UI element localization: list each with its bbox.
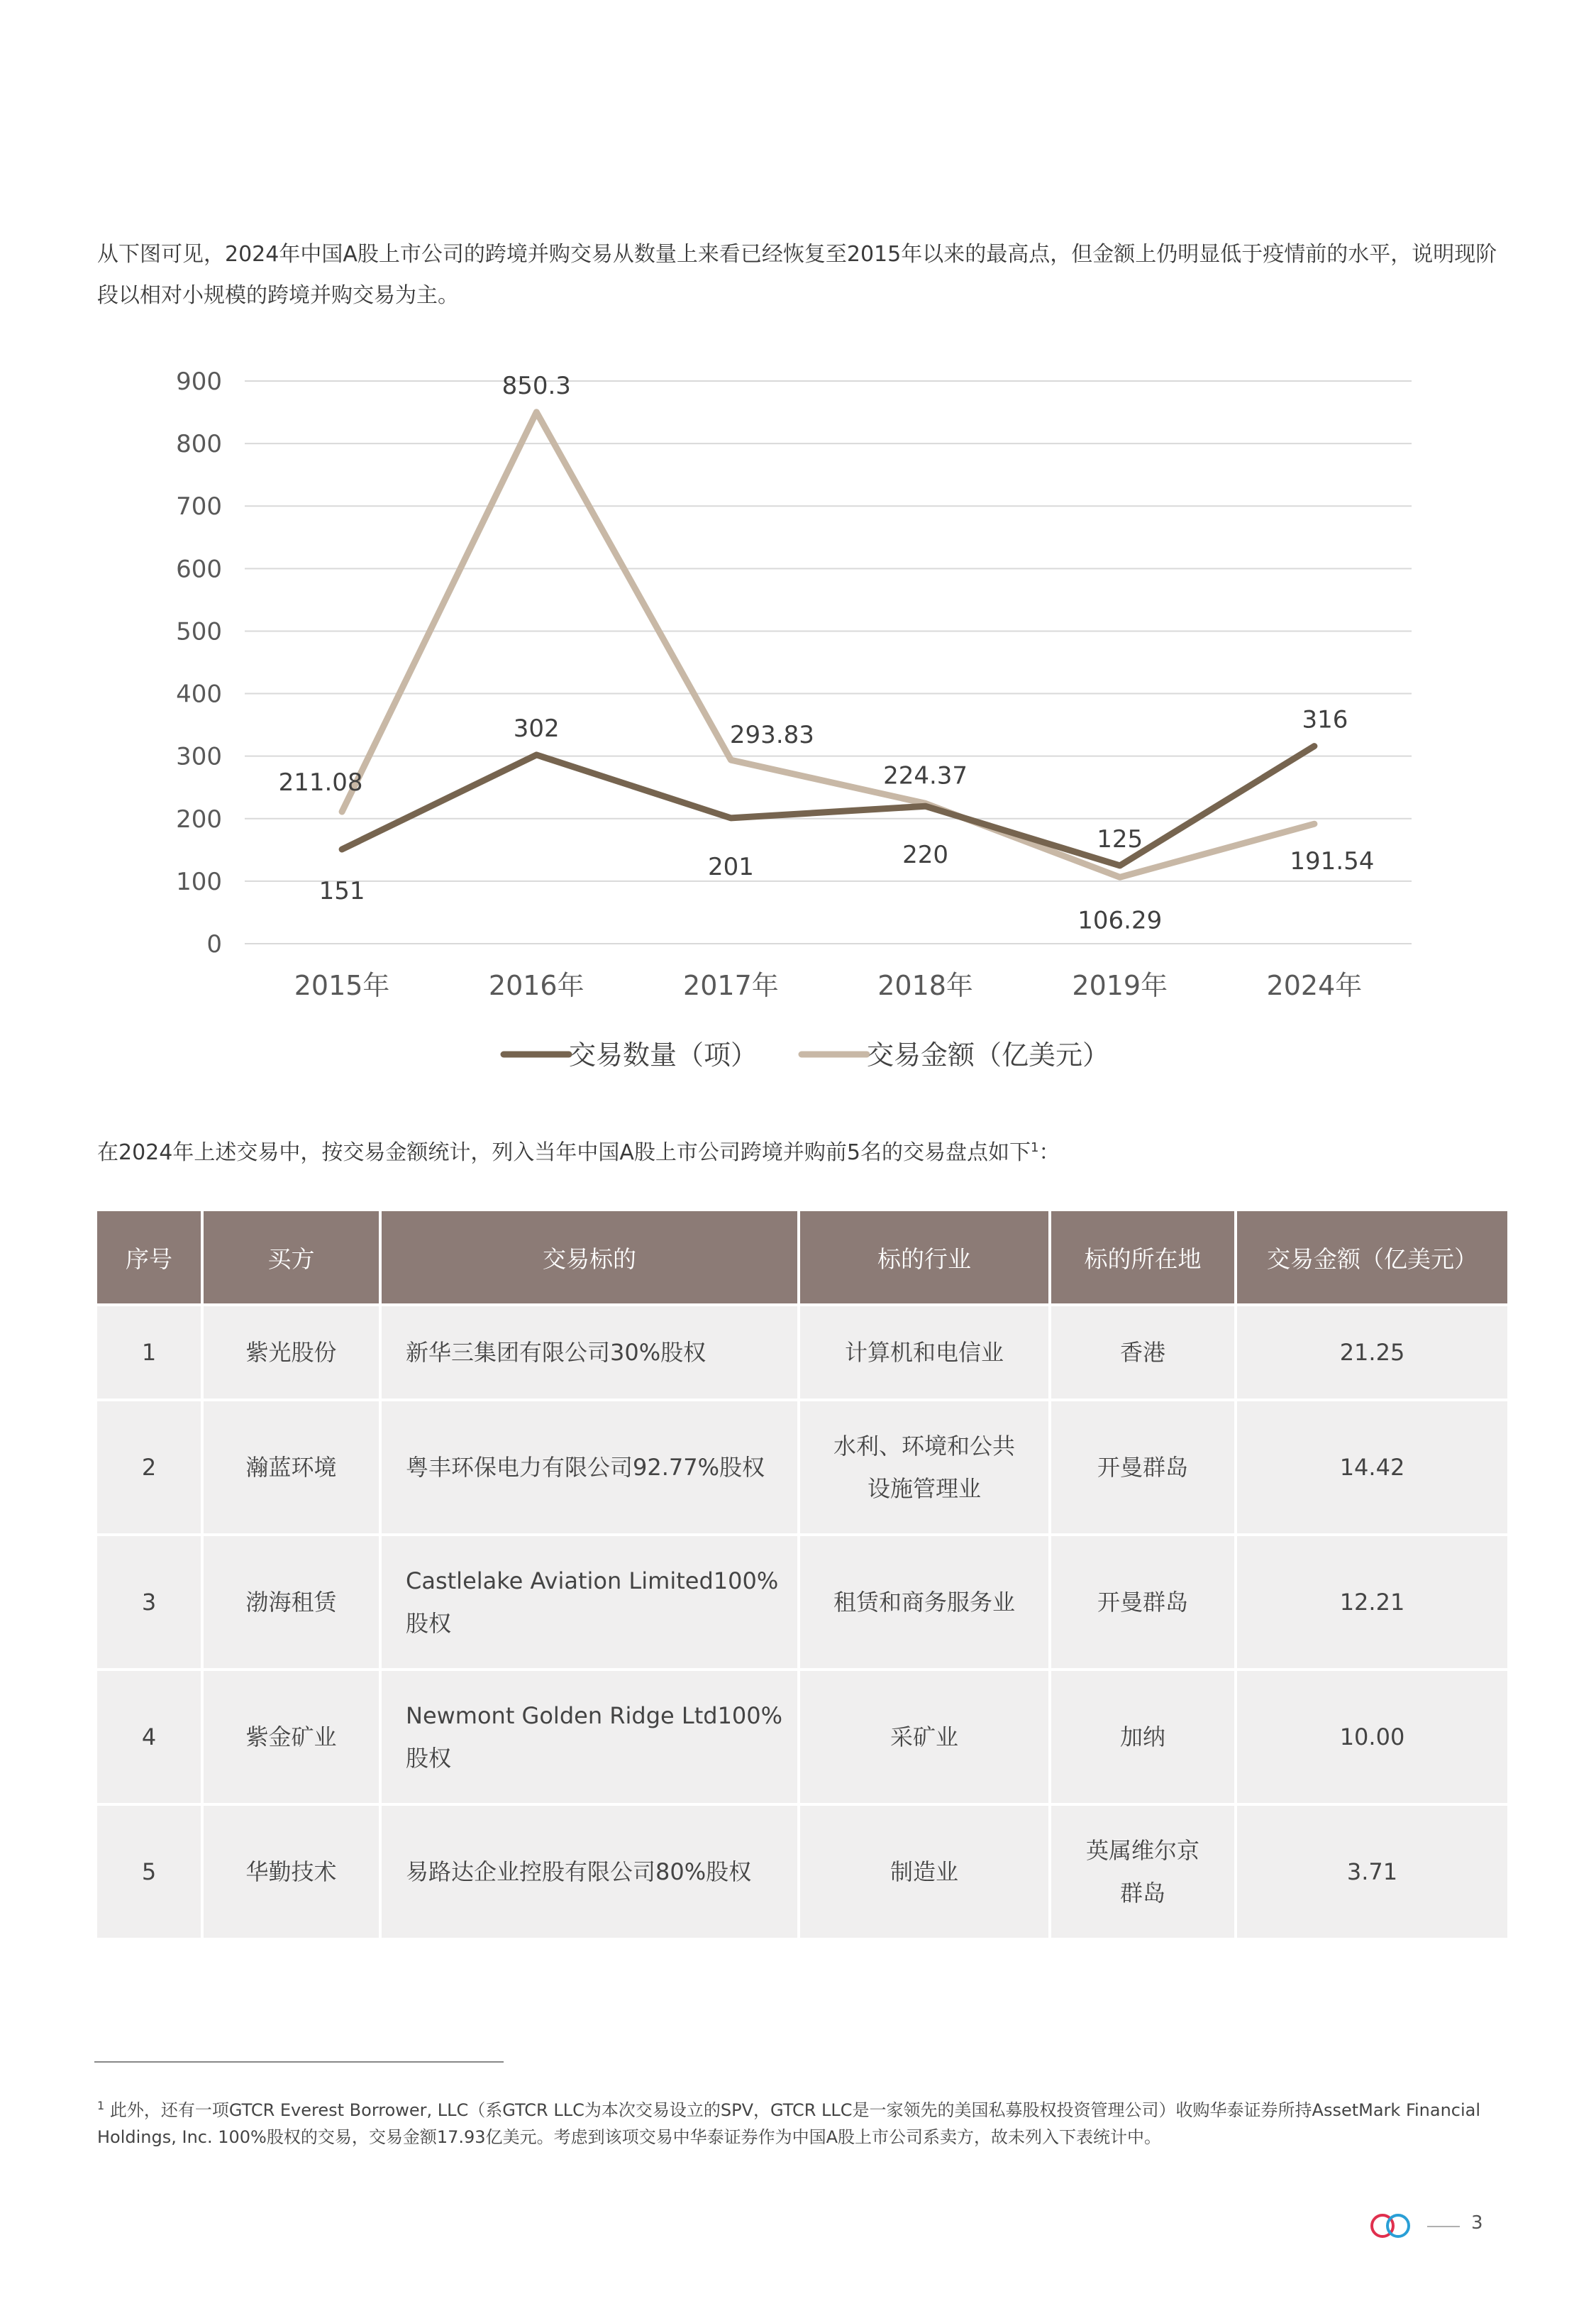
data-label-amount: 850.3 [501, 371, 571, 400]
y-tick-label: 600 [176, 555, 222, 584]
cell-location [1051, 1306, 1234, 1399]
x-tick-label: 2017年 [683, 970, 779, 1001]
cell-amount: 3.71 [1237, 1806, 1507, 1938]
cell-industry-line: 制造业 [890, 1858, 958, 1885]
header-target: 交易标的 [382, 1211, 797, 1303]
x-axis-ticks [294, 970, 1363, 1001]
y-tick-label: 900 [176, 368, 222, 396]
header-location: 标的所在地 [1051, 1211, 1234, 1303]
intro-paragraph: 从下图可见，2024年中国A股上市公司的跨境并购交易从数量上来看已经恢复至2015年以来的最高点，但金额上仍明显低于疫情前的水平，说明现阶段以相对小规模的跨境并购交易为主。 [97, 242, 1497, 308]
page-number: 3 [1471, 2212, 1483, 2234]
data-label-amount: 293.83 [729, 721, 814, 750]
cell-no: 2 [97, 1401, 201, 1533]
cell-location [1051, 1401, 1234, 1533]
logo-ring-blue [1387, 2215, 1409, 2236]
x-tick-label: 2018年 [877, 970, 973, 1001]
table-header-row [97, 1211, 1507, 1303]
table-row [97, 1671, 1507, 1803]
cell-location [1051, 1536, 1234, 1668]
series-line-count [342, 746, 1314, 866]
y-axis-ticks [176, 368, 222, 959]
cell-target-line: Castlelake Aviation Limited100% [406, 1567, 779, 1594]
cell-target [382, 1806, 797, 1938]
y-tick-label: 300 [176, 742, 222, 771]
y-tick-label: 400 [176, 680, 222, 709]
cell-no: 4 [97, 1671, 201, 1803]
cell-amount: 21.25 [1237, 1306, 1507, 1399]
cell-buyer: 紫光股份 [204, 1306, 379, 1399]
cell-target-line: Newmont Golden Ridge Ltd100% [406, 1702, 783, 1729]
cell-industry-line: 租赁和商务服务业 [833, 1589, 1015, 1616]
y-tick-label: 100 [176, 867, 222, 896]
cell-target [382, 1536, 797, 1668]
y-tick-label: 500 [176, 617, 222, 646]
cell-industry [800, 1306, 1048, 1399]
line-chart [142, 333, 1433, 1086]
cell-buyer: 瀚蓝环境 [204, 1401, 379, 1533]
x-tick-label: 2019年 [1072, 970, 1168, 1001]
cell-no: 5 [97, 1806, 201, 1938]
data-label-count: 151 [318, 876, 365, 905]
cell-industry [800, 1671, 1048, 1803]
cell-location-line: 开曼群岛 [1097, 1589, 1188, 1616]
chart-series [342, 412, 1314, 878]
cell-target [382, 1306, 797, 1399]
cell-target [382, 1671, 797, 1803]
cell-industry [800, 1401, 1048, 1533]
data-label-count: 125 [1097, 824, 1143, 854]
cell-target-line: 股权 [406, 1610, 452, 1637]
table-row [97, 1536, 1507, 1668]
table-row [97, 1306, 1507, 1399]
footnote [97, 2097, 1509, 2151]
cell-amount: 12.21 [1237, 1536, 1507, 1668]
header-no: 序号 [97, 1211, 201, 1303]
cell-target-line: 新华三集团有限公司30%股权 [406, 1339, 706, 1366]
cell-amount: 14.42 [1237, 1401, 1507, 1533]
cell-location-line: 香港 [1119, 1339, 1165, 1366]
x-tick-label: 2024年 [1266, 970, 1363, 1001]
cell-location-line: 加纳 [1119, 1723, 1165, 1750]
data-label-count: 302 [513, 714, 560, 743]
data-label-count: 201 [707, 852, 754, 881]
cell-location-line: 群岛 [1119, 1880, 1165, 1907]
legend-label: 交易数量（项） [569, 1039, 758, 1071]
y-tick-label: 0 [206, 930, 222, 959]
table-intro-colon: ： [1038, 1140, 1060, 1165]
cell-industry-line: 水利、环境和公共 [833, 1433, 1015, 1460]
x-tick-label: 2016年 [488, 970, 584, 1001]
cell-no: 3 [97, 1536, 201, 1668]
cell-industry-line: 计算机和电信业 [844, 1339, 1004, 1366]
data-label-count: 220 [902, 841, 949, 870]
data-label-amount: 106.29 [1077, 906, 1163, 935]
cell-location [1051, 1671, 1234, 1803]
cell-buyer: 渤海租赁 [204, 1536, 379, 1668]
cell-no: 1 [97, 1306, 201, 1399]
cell-target-line: 粤丰环保电力有限公司92.77%股权 [406, 1454, 765, 1481]
cell-industry [800, 1536, 1048, 1668]
table-row [97, 1806, 1507, 1938]
cell-location [1051, 1806, 1234, 1938]
cell-buyer: 紫金矿业 [204, 1671, 379, 1803]
page-number-rule [1427, 2226, 1460, 2227]
data-label-amount: 191.54 [1290, 847, 1375, 876]
cell-location-line: 英属维尔京 [1085, 1837, 1199, 1864]
table-intro [97, 1132, 1509, 1174]
cell-target-line: 易路达企业控股有限公司80%股权 [406, 1858, 752, 1885]
chart-gridlines [245, 381, 1412, 944]
cell-industry [800, 1806, 1048, 1938]
cell-location-line: 开曼群岛 [1097, 1454, 1188, 1481]
cell-industry-line: 采矿业 [890, 1723, 958, 1750]
header-buyer: 买方 [204, 1211, 379, 1303]
y-tick-label: 800 [176, 430, 222, 459]
cell-target [382, 1401, 797, 1533]
data-label-count: 316 [1302, 705, 1348, 734]
cell-buyer: 华勤技术 [204, 1806, 379, 1938]
legend-label: 交易金额（亿美元） [867, 1039, 1110, 1071]
header-industry: 标的行业 [800, 1211, 1048, 1303]
table-row [97, 1401, 1507, 1533]
cell-industry-line: 设施管理业 [867, 1475, 981, 1502]
header-amount: 交易金额（亿美元） [1237, 1211, 1507, 1303]
cell-amount: 10.00 [1237, 1671, 1507, 1803]
brand-logo-icon [1365, 2212, 1417, 2240]
series-line-amount [342, 412, 1314, 878]
y-tick-label: 700 [176, 492, 222, 522]
footnote-ref[interactable]: 1 [1030, 1140, 1039, 1155]
data-label-amount: 224.37 [883, 761, 968, 790]
footnote-text: 此外，还有一项GTCR Everest Borrower, LLC（系GTCR LLC为本次交易设立的SPV，GTCR LLC是一家领先的美国私募股权投资管理公司）收购华泰证券所持AssetMark Financial Holdings, Inc. 100%股权的交易，交易金额17.93亿美元。考虑到该项交易中华泰证券作为中国A股上市公司系卖方，故未列入下表统计中。 [97, 2100, 1481, 2147]
y-tick-label: 200 [176, 805, 222, 834]
x-tick-label: 2015年 [294, 970, 390, 1001]
cell-target-line: 股权 [406, 1745, 452, 1772]
top-deals-table [97, 1211, 1507, 1938]
footnote-mark: 1 [97, 2099, 105, 2112]
data-label-amount: 211.08 [278, 768, 363, 798]
chart-legend [504, 1039, 1109, 1071]
footnote-divider [94, 2061, 504, 2063]
table-intro-text: 在2024年上述交易中，按交易金额统计，列入当年中国A股上市公司跨境并购前5名的交易盘点如下 [97, 1140, 1031, 1165]
